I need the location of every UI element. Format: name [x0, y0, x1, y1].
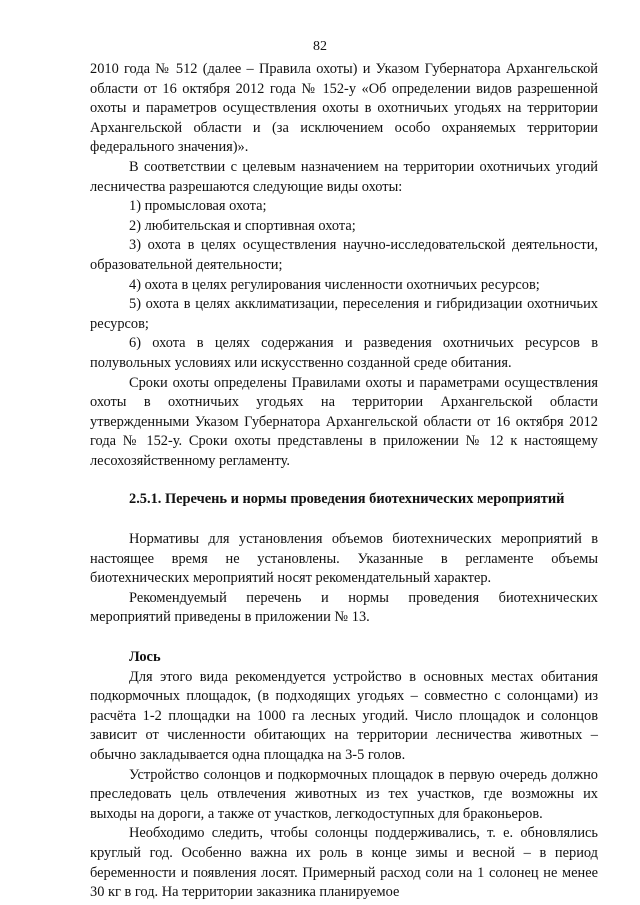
paragraph-hunting-rules: 2010 года № 512 (далее – Правила охоты) и Указом Губернатора Архангельской области от 16 октября 2012 года № 152-у «Об определении видов разрешенной охоты и параметров осуществления охоты в охотничьих угодьях на территории Архангельской области и (за исключением особо охраняемых территории федерального значения)».: [90, 61, 598, 156]
paragraph-biotech-list: Рекомендуемый перечень и нормы проведения биотехнических мероприятий приведены в приложении № 13.: [90, 589, 598, 626]
paragraph-feeding-sites: Для этого вида рекомендуется устройство в основных местах обитания подкормочных площадок, (в подходящих угодьях – совместно с солонцами) из расчёта 1-2 площадки на 1000 га лесных угодий. Число площадок и солонцов зависит от численности обитающих на территории лесничества животных – обычно закладывается одна площадка на 3-5 голов.: [90, 668, 598, 763]
list-item: 2) любительская и спортивная охота;: [129, 217, 356, 234]
list-item: 3) охота в целях осуществления научно-исследовательской деятельности, образовательной деятельности;: [90, 237, 598, 273]
list-item: 5) охота в целях акклиматизации, переселения и гибридизации охотничьих ресурсов;: [90, 296, 598, 332]
list-item: 4) охота в целях регулирования численности охотничьих ресурсов;: [129, 276, 540, 293]
list-item: 6) охота в целях содержания и разведения охотничьих ресурсов в полувольных условиях или искусственно созданной среде обитания.: [90, 335, 598, 371]
page-number: 82: [313, 39, 327, 54]
section-heading: 2.5.1. Перечень и нормы проведения биотехнических мероприятий: [129, 491, 565, 508]
document-body: [90, 60, 598, 903]
paragraph-hunting-types-intro: В соответствии с целевым назначением на территории охотничьих угодий лесничества разрешаются следующие виды охоты:: [90, 158, 598, 195]
subsection-heading-moose: Лось: [129, 649, 161, 666]
paragraph-salt-licks-purpose: Устройство солонцов и подкормочных площадок в первую очередь должно преследовать цель отвлечения животных из тех участков, где возможны их выходы на дороги, а также от участков, легкодоступных для браконьеров.: [90, 766, 598, 822]
paragraph-biotech-norms: Нормативы для установления объемов биотехнических мероприятий в настоящее время не установлены. Указанные в регламенте объемы биотехнических мероприятий носят рекомендательный характер.: [90, 531, 598, 587]
paragraph-hunting-seasons: Сроки охоты определены Правилами охоты и параметрами осуществления охоты в охотничьих угодьях на территории Архангельской области утвержденными Указом Губернатора Архангельской области от 16 октября 2012 года № 152-у. Сроки охоты представлены в приложении № 12 к настоящему лесохозяйственному регламенту.: [90, 374, 598, 469]
list-item: 1) промысловая охота;: [129, 198, 267, 215]
paragraph-salt-licks-maintenance: Необходимо следить, чтобы солонцы поддерживались, т. е. обновлялись круглый год. Особенно важна их роль в конце зимы и весной – в период беременности и появления лосят. Примерный расход соли на 1 солонец не менее 30 кг в год. На территории заказника планируемое: [90, 825, 598, 901]
